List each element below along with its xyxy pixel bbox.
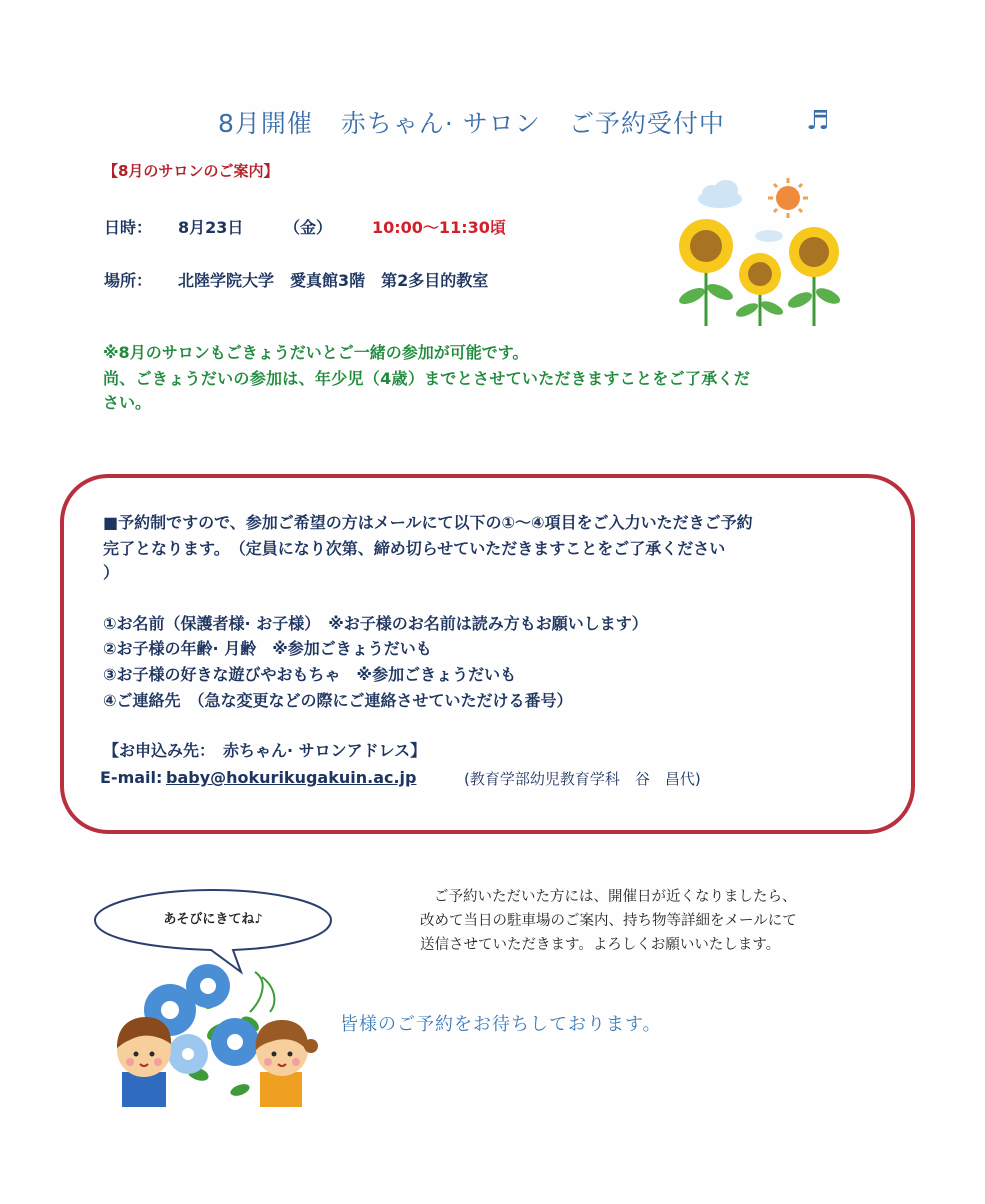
cloud-icon bbox=[698, 180, 742, 208]
reservation-intro-line1: ■予約制ですので、参加ご希望の方はメールにて以下の①～④項目をご入力いただきご予約 bbox=[103, 513, 753, 532]
closing-message: 皆様のご予約をお待ちしております。 bbox=[340, 1014, 662, 1035]
children-morning-glory-illustration bbox=[100, 962, 330, 1107]
closing-paragraph-line1: ご予約いただいた方には、開催日が近くなりましたら、 bbox=[434, 889, 797, 905]
email-label: E-mail: bbox=[100, 768, 163, 787]
list-item: ①お名前（保護者様· お子様） ※お子様のお名前は読み方もお願いします） bbox=[103, 614, 648, 633]
closing-paragraph-line3: 送信させていただきます。よろしくお願いいたします。 bbox=[420, 937, 781, 953]
email-link[interactable]: baby@hokurikugakuin.ac.jp bbox=[166, 768, 417, 787]
event-date: 8月23日 bbox=[178, 218, 244, 237]
reservation-intro-line3: ） bbox=[103, 563, 120, 582]
apply-to-heading: 【お申込み先： 赤ちゃん· サロンアドレス】 bbox=[103, 741, 427, 760]
place-value: 北陸学院大学 愛真館3階 第2多目的教室 bbox=[178, 271, 489, 290]
section-heading: 【8月のサロンのご案内】 bbox=[103, 162, 279, 180]
sun-icon bbox=[768, 178, 808, 218]
list-item: ④ご連絡先 （急な変更などの際にご連絡させていただける番号） bbox=[103, 691, 573, 710]
music-note-icon: ♬ bbox=[806, 106, 830, 136]
sibling-note-line1: ※8月のサロンもごきょうだいとご一緒の参加が可能です。 bbox=[103, 343, 529, 362]
event-day: （金） bbox=[284, 218, 333, 237]
sunflowers-illustration bbox=[672, 176, 852, 336]
reservation-intro-line2: 完了となります。 （定員になり次第、締め切らせていただきますことをご了承ください bbox=[103, 539, 726, 558]
list-item: ②お子様の年齢· 月齢 ※参加ごきょうだいも bbox=[103, 639, 432, 658]
event-time: 10:00～11:30頃 bbox=[372, 218, 506, 237]
datetime-label: 日時： bbox=[104, 218, 153, 237]
sibling-note-line3: さい。 bbox=[103, 393, 152, 412]
speech-bubble-text: あそびにきてね♪ bbox=[163, 912, 263, 927]
list-item: ③お子様の好きな遊びやおもちゃ ※参加ごきょうだいも bbox=[103, 665, 517, 684]
closing-paragraph-line2: 改めて当日の駐車場のご案内、持ち物等詳細をメールにて bbox=[420, 913, 797, 929]
sibling-note-line2: 尚、ごきょうだいの参加は、年少児（4歳）までとさせていただきますことをご了承くだ bbox=[103, 369, 751, 388]
page-title bbox=[218, 104, 725, 140]
title-accepting: ご予約受付中 bbox=[568, 109, 725, 138]
place-label: 場所： bbox=[104, 271, 153, 290]
title-salon: 赤ちゃん· サロン bbox=[340, 109, 541, 138]
contact-person: (教育学部幼児教育学科 谷 昌代) bbox=[464, 770, 701, 788]
title-month: 8月開催 bbox=[218, 109, 313, 138]
